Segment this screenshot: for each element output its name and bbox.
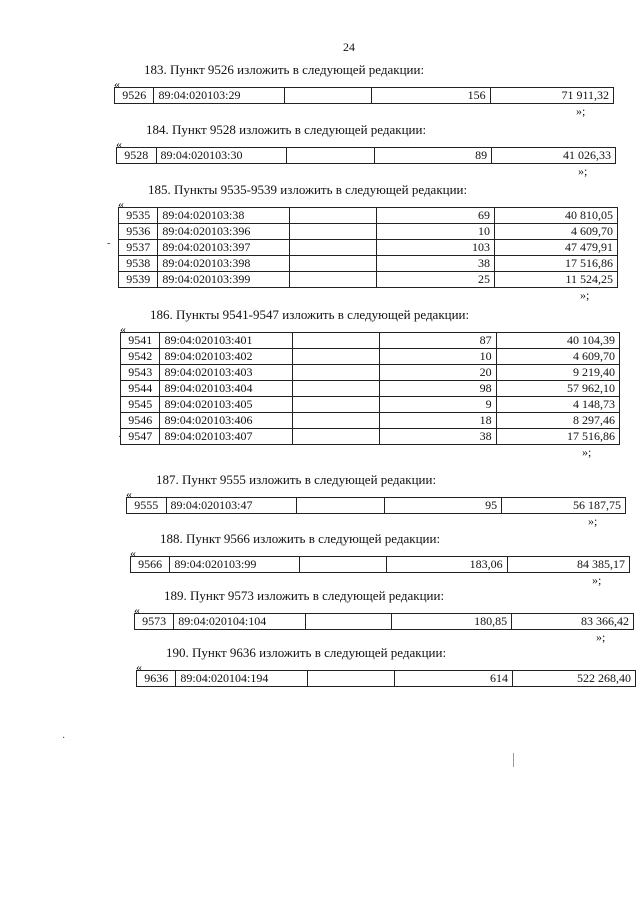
- section-heading: 188. Пункт 9566 изложить в следующей редакции:: [160, 531, 441, 546]
- item-table: [120, 332, 620, 445]
- area-cell: 20: [379, 365, 496, 381]
- item-number-cell: 9555: [127, 498, 167, 514]
- blank-cell: [292, 397, 379, 413]
- item-table: [116, 147, 616, 164]
- cadastral-number-cell: 89:04:020103:29: [154, 88, 285, 104]
- area-cell: 614: [395, 671, 513, 687]
- table-row: [121, 381, 620, 397]
- item-number-cell: 9544: [121, 381, 160, 397]
- table-row: [115, 88, 614, 104]
- section-heading: 190. Пункт 9636 изложить в следующей редакции:: [166, 645, 447, 660]
- cadastral-number-cell: 89:04:020103:401: [160, 333, 292, 349]
- area-cell: 69: [377, 208, 495, 224]
- blank-cell: [285, 88, 372, 104]
- cadastral-number-cell: 89:04:020103:38: [158, 208, 290, 224]
- closing-quote: »;: [592, 573, 602, 587]
- blank-cell: [297, 498, 385, 514]
- item-number-cell: 9545: [121, 397, 160, 413]
- value-cell: 84 385,17: [507, 557, 629, 573]
- item-table: [126, 497, 626, 514]
- closing-quote: »;: [588, 514, 598, 528]
- cadastral-number-cell: 89:04:020103:30: [156, 148, 287, 164]
- table-row: [119, 272, 618, 288]
- table-row: [117, 148, 616, 164]
- item-number-cell: 9546: [121, 413, 160, 429]
- item-table: [114, 87, 614, 104]
- value-cell: 11 524,25: [494, 272, 617, 288]
- table-row: [135, 614, 634, 630]
- cadastral-number-cell: 89:04:020103:403: [160, 365, 292, 381]
- item-number-cell: 9636: [137, 671, 176, 687]
- item-table: [130, 556, 630, 573]
- value-cell: 4 609,70: [496, 349, 619, 365]
- area-cell: 38: [379, 429, 496, 445]
- opening-quote: «: [118, 197, 124, 211]
- item-number-cell: 9536: [119, 224, 158, 240]
- table-row: [137, 671, 636, 687]
- opening-quote: «: [136, 660, 142, 674]
- cadastral-number-cell: 89:04:020103:397: [158, 240, 290, 256]
- opening-quote: «: [126, 487, 132, 501]
- section-heading: 183. Пункт 9526 изложить в следующей редакции:: [144, 62, 425, 77]
- item-number-cell: 9537: [119, 240, 158, 256]
- scan-line: [513, 753, 514, 767]
- value-cell: 8 297,46: [496, 413, 619, 429]
- item-table: [118, 207, 618, 288]
- item-table: [136, 670, 636, 687]
- item-number-cell: 9547: [121, 429, 160, 445]
- area-cell: 38: [377, 256, 495, 272]
- value-cell: 56 187,75: [502, 498, 626, 514]
- blank-cell: [305, 614, 391, 630]
- value-cell: 522 268,40: [512, 671, 635, 687]
- area-cell: 183,06: [386, 557, 507, 573]
- value-cell: 9 219,40: [496, 365, 619, 381]
- table-row: [121, 333, 620, 349]
- blank-cell: [292, 413, 379, 429]
- area-cell: 9: [379, 397, 496, 413]
- section-heading: 189. Пункт 9573 изложить в следующей редакции:: [164, 588, 445, 603]
- value-cell: 83 366,42: [512, 614, 634, 630]
- cadastral-number-cell: 89:04:020103:407: [160, 429, 292, 445]
- area-cell: 25: [377, 272, 495, 288]
- scan-mark: ·: [62, 733, 66, 744]
- item-table: [134, 613, 634, 630]
- table-row: [119, 224, 618, 240]
- value-cell: 47 479,91: [494, 240, 617, 256]
- page-number: 24: [343, 40, 355, 54]
- table-row: [121, 349, 620, 365]
- cadastral-number-cell: 89:04:020103:99: [170, 557, 300, 573]
- area-cell: 95: [385, 498, 502, 514]
- opening-quote: «: [130, 546, 136, 560]
- item-number-cell: 9573: [135, 614, 174, 630]
- scan-mark: ‐: [107, 238, 111, 249]
- item-number-cell: 9538: [119, 256, 158, 272]
- item-number-cell: 9541: [121, 333, 160, 349]
- cadastral-number-cell: 89:04:020104:194: [176, 671, 308, 687]
- blank-cell: [290, 240, 377, 256]
- cadastral-number-cell: 89:04:020103:402: [160, 349, 292, 365]
- closing-quote: »;: [578, 164, 588, 178]
- area-cell: 10: [379, 349, 496, 365]
- item-number-cell: 9543: [121, 365, 160, 381]
- blank-cell: [292, 349, 379, 365]
- closing-quote: »;: [580, 288, 590, 302]
- blank-cell: [292, 333, 379, 349]
- opening-quote: «: [116, 137, 122, 151]
- table-row: [121, 397, 620, 413]
- blank-cell: [290, 224, 377, 240]
- closing-quote: »;: [576, 104, 586, 118]
- cadastral-number-cell: 89:04:020103:404: [160, 381, 292, 397]
- item-number-cell: 9535: [119, 208, 158, 224]
- table-row: [121, 429, 620, 445]
- value-cell: 41 026,33: [492, 148, 616, 164]
- value-cell: 57 962,10: [496, 381, 619, 397]
- section-heading: 184. Пункт 9528 изложить в следующей редакции:: [146, 122, 427, 137]
- area-cell: 10: [377, 224, 495, 240]
- value-cell: 40 810,05: [494, 208, 617, 224]
- blank-cell: [292, 365, 379, 381]
- value-cell: 4 609,70: [494, 224, 617, 240]
- value-cell: 40 104,39: [496, 333, 619, 349]
- blank-cell: [300, 557, 386, 573]
- cadastral-number-cell: 89:04:020104:104: [174, 614, 305, 630]
- area-cell: 18: [379, 413, 496, 429]
- blank-cell: [292, 429, 379, 445]
- blank-cell: [290, 256, 377, 272]
- area-cell: 180,85: [391, 614, 511, 630]
- blank-cell: [308, 671, 395, 687]
- value-cell: 4 148,73: [496, 397, 619, 413]
- area-cell: 87: [379, 333, 496, 349]
- blank-cell: [290, 208, 377, 224]
- area-cell: 103: [377, 240, 495, 256]
- item-number-cell: 9566: [131, 557, 170, 573]
- section-heading: 186. Пункты 9541-9547 изложить в следующей редакции:: [150, 307, 470, 322]
- value-cell: 17 516,86: [496, 429, 619, 445]
- table-row: [119, 240, 618, 256]
- table-row: [121, 413, 620, 429]
- area-cell: 156: [372, 88, 490, 104]
- cadastral-number-cell: 89:04:020103:47: [166, 498, 297, 514]
- cadastral-number-cell: 89:04:020103:406: [160, 413, 292, 429]
- value-cell: 17 516,86: [494, 256, 617, 272]
- closing-quote: »;: [582, 445, 592, 459]
- scan-mark: ·: [118, 432, 122, 443]
- item-number-cell: 9542: [121, 349, 160, 365]
- blank-cell: [290, 272, 377, 288]
- item-number-cell: 9539: [119, 272, 158, 288]
- item-number-cell: 9528: [117, 148, 157, 164]
- blank-cell: [287, 148, 375, 164]
- value-cell: 71 911,32: [490, 88, 613, 104]
- table-row: [121, 365, 620, 381]
- opening-quote: «: [120, 322, 126, 336]
- cadastral-number-cell: 89:04:020103:396: [158, 224, 290, 240]
- item-number-cell: 9526: [115, 88, 154, 104]
- cadastral-number-cell: 89:04:020103:405: [160, 397, 292, 413]
- table-row: [119, 208, 618, 224]
- opening-quote: «: [134, 603, 140, 617]
- cadastral-number-cell: 89:04:020103:399: [158, 272, 290, 288]
- section-heading: 187. Пункт 9555 изложить в следующей редакции:: [156, 472, 437, 487]
- opening-quote: «: [114, 77, 120, 91]
- area-cell: 98: [379, 381, 496, 397]
- table-row: [119, 256, 618, 272]
- table-row: [131, 557, 630, 573]
- table-row: [127, 498, 626, 514]
- blank-cell: [292, 381, 379, 397]
- area-cell: 89: [375, 148, 492, 164]
- cadastral-number-cell: 89:04:020103:398: [158, 256, 290, 272]
- section-heading: 185. Пункты 9535-9539 изложить в следующей редакции:: [148, 182, 468, 197]
- closing-quote: »;: [596, 630, 606, 644]
